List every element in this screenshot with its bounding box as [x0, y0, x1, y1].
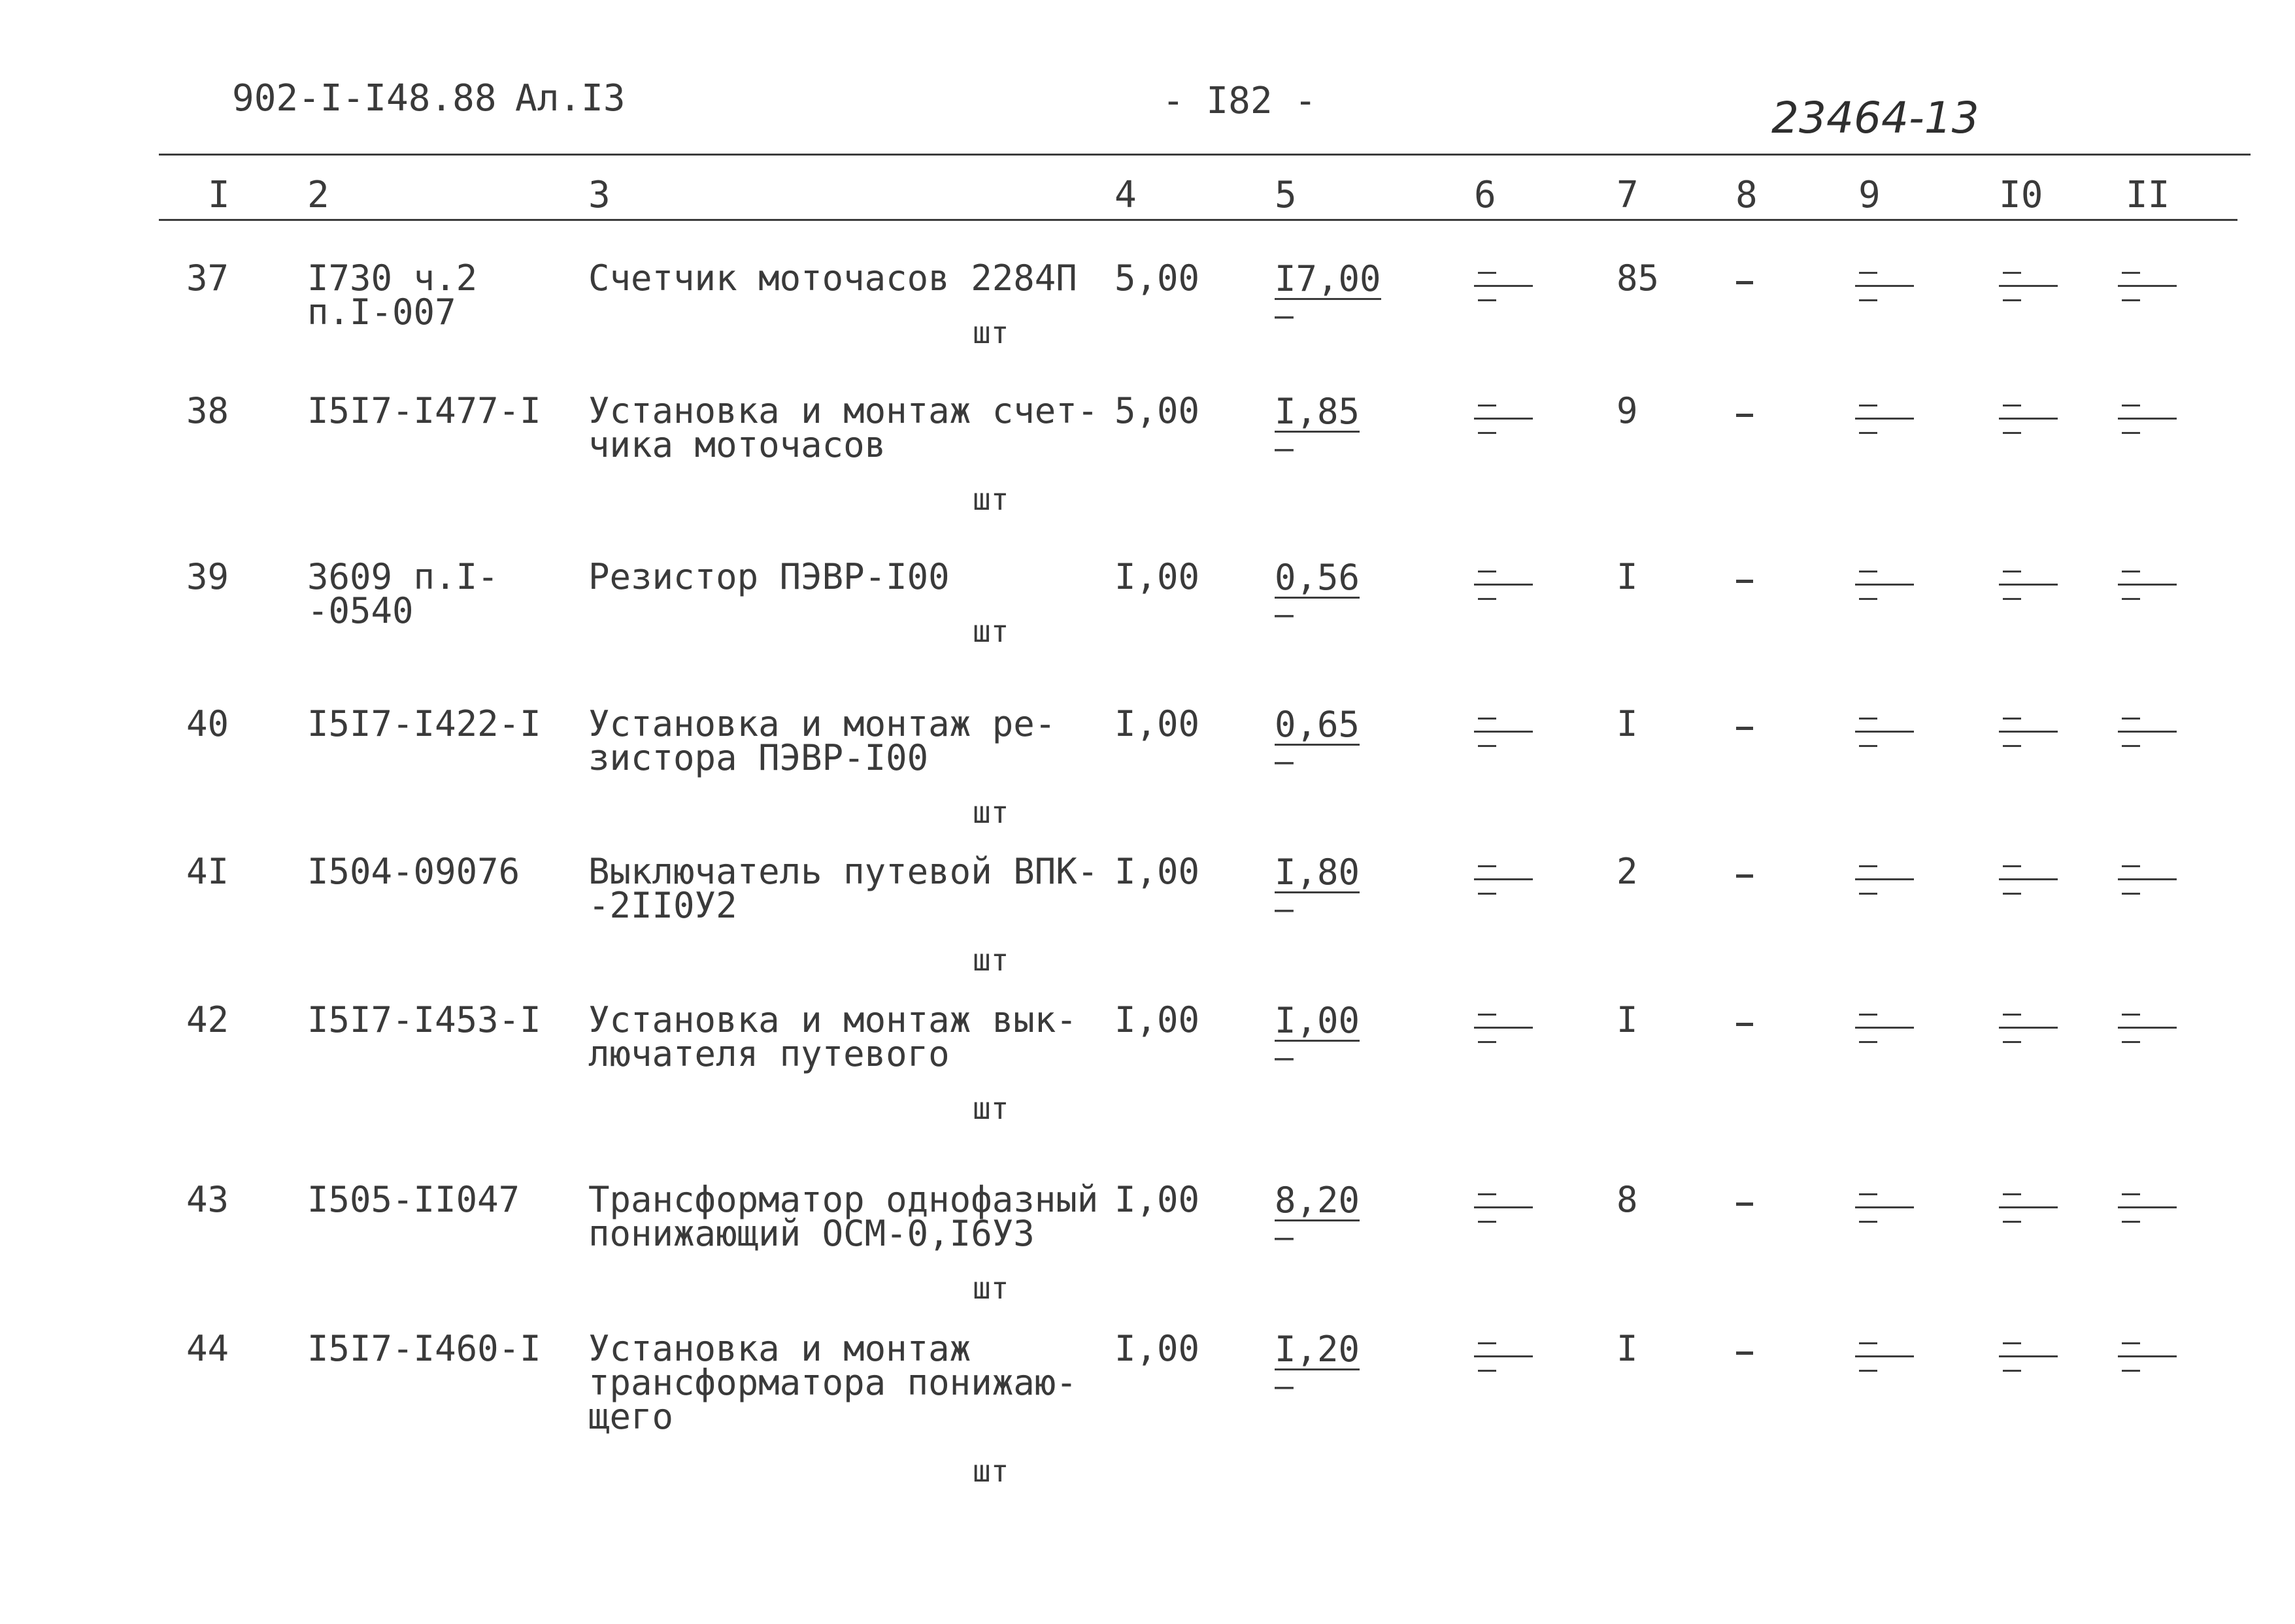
dash-rule [1474, 1206, 1533, 1208]
column-number: 7 [1617, 174, 1639, 216]
dash-bottom [1859, 299, 1877, 301]
dash-bottom [2003, 893, 2021, 895]
row-number: 37 [186, 257, 229, 299]
column-number: 5 [1275, 174, 1297, 216]
col9-dash [1855, 1338, 1914, 1375]
col6-dash [1474, 861, 1533, 898]
col11-dash [2118, 1189, 2177, 1226]
dash-bottom [1478, 1041, 1496, 1043]
dash-bottom [1478, 598, 1496, 600]
item-code: I730 ч.2 п.I-007 [307, 257, 478, 333]
column-number: I [208, 174, 230, 216]
dash-bottom [2003, 745, 2021, 747]
dash-top [2003, 272, 2021, 274]
quantity: 5,00 [1114, 390, 1200, 431]
col8-dash [1736, 874, 1753, 878]
dash-rule [1999, 418, 2058, 420]
dash-top [1478, 1342, 1496, 1344]
col7-value: I [1617, 703, 1638, 744]
dash-top [2122, 272, 2140, 274]
price-bottom: – [1275, 430, 1294, 467]
price-bottom: – [1275, 1368, 1294, 1404]
price-top: 0,65 [1275, 704, 1360, 745]
dash-bottom [1478, 893, 1496, 895]
col9-dash [1855, 1189, 1914, 1226]
unit-label: шт [973, 942, 1009, 978]
col8-dash [1736, 1023, 1753, 1026]
page-number: - I82 - [1162, 80, 1317, 122]
price-value [1275, 557, 1360, 633]
item-name: Трансформатор однофазный понижающий ОСМ-0,I6У3 [588, 1179, 1099, 1254]
row-number: 39 [186, 556, 229, 597]
dash-top [1478, 571, 1496, 572]
dash-top [2003, 1193, 2021, 1195]
item-code: I5I7-I460-I [307, 1328, 541, 1369]
quantity: I,00 [1114, 1328, 1200, 1369]
dash-rule [1855, 418, 1914, 420]
dash-rule [1855, 1355, 1914, 1357]
item-name: Выключатель путевой ВПК- -2II0У2 [588, 851, 1099, 926]
column-number: 4 [1114, 174, 1137, 216]
col7-value: I [1617, 556, 1638, 597]
item-code: I5I7-I477-I [307, 390, 541, 431]
dash-bottom [2003, 1041, 2021, 1043]
dash-bottom [2122, 1041, 2140, 1043]
col10-dash [1999, 1189, 2058, 1226]
dash-top [1859, 718, 1877, 720]
dash-rule [1474, 1355, 1533, 1357]
dash-top [1859, 1342, 1877, 1344]
dash-rule [1855, 584, 1914, 586]
dash-rule [1474, 584, 1533, 586]
quantity: I,00 [1114, 1179, 1200, 1220]
dash-top [2003, 571, 2021, 572]
dash-rule [1999, 878, 2058, 880]
dash-top [1859, 865, 1877, 867]
item-name: Установка и монтаж вык- лючателя путевого [588, 999, 1077, 1074]
col10-dash [1999, 567, 2058, 603]
quantity: I,00 [1114, 556, 1200, 597]
dash-rule [2118, 1355, 2177, 1357]
dash-bottom [2003, 1221, 2021, 1223]
dash-bottom [1478, 1221, 1496, 1223]
col7-value: 2 [1617, 851, 1638, 892]
price-value [1275, 1180, 1360, 1255]
dash-top [1478, 405, 1496, 406]
unit-label: шт [973, 315, 1009, 350]
price-value [1275, 391, 1360, 467]
dash-top [2003, 1342, 2021, 1344]
dash-bottom [1478, 1370, 1496, 1372]
dash-rule [1999, 285, 2058, 287]
dash-bottom [2122, 1221, 2140, 1223]
sheet-label: Ал.I3 [515, 77, 626, 120]
dash-bottom [2003, 598, 2021, 600]
col11-dash [2118, 861, 2177, 898]
price-bottom: – [1275, 297, 1294, 334]
item-code: I505-II047 [307, 1179, 520, 1220]
dash-rule [1855, 878, 1914, 880]
quantity: 5,00 [1114, 257, 1200, 299]
dash-bottom [1859, 893, 1877, 895]
price-top: 8,20 [1275, 1180, 1360, 1221]
price-bottom: – [1275, 891, 1294, 927]
price-top: I,00 [1275, 1000, 1360, 1041]
dash-bottom [1478, 299, 1496, 301]
price-value [1275, 1329, 1360, 1404]
price-value [1275, 258, 1381, 334]
unit-label: шт [973, 1270, 1009, 1306]
price-bottom: – [1275, 596, 1294, 633]
col8-dash [1736, 1202, 1753, 1206]
dash-bottom [2003, 299, 2021, 301]
col10-dash [1999, 401, 2058, 437]
dash-top [1478, 718, 1496, 720]
dash-rule [1474, 731, 1533, 733]
dash-rule [2118, 285, 2177, 287]
col10-dash [1999, 1338, 2058, 1375]
dash-bottom [1859, 598, 1877, 600]
dash-bottom [2122, 893, 2140, 895]
dash-top [1859, 405, 1877, 406]
col8-dash [1736, 281, 1753, 284]
dash-bottom [1478, 745, 1496, 747]
col11-dash [2118, 567, 2177, 603]
price-value [1275, 852, 1360, 927]
col10-dash [1999, 861, 2058, 898]
dash-top [2122, 571, 2140, 572]
dash-bottom [2003, 1370, 2021, 1372]
col7-value: I [1617, 999, 1638, 1040]
column-number: 8 [1735, 174, 1758, 216]
col11-dash [2118, 1338, 2177, 1375]
dash-rule [1999, 1355, 2058, 1357]
dash-top [1859, 1014, 1877, 1016]
row-number: 43 [186, 1179, 229, 1220]
quantity: I,00 [1114, 851, 1200, 892]
col10-dash [1999, 1010, 2058, 1046]
dash-bottom [2122, 432, 2140, 434]
dash-bottom [1859, 1041, 1877, 1043]
dash-top [1478, 272, 1496, 274]
column-number-rule [159, 219, 2237, 221]
item-code: I5I7-I453-I [307, 999, 541, 1040]
col8-dash [1736, 580, 1753, 583]
dash-bottom [2122, 299, 2140, 301]
dash-bottom [1859, 1221, 1877, 1223]
dash-rule [1999, 584, 2058, 586]
row-number: 38 [186, 390, 229, 431]
price-bottom: – [1275, 743, 1294, 780]
item-code: 3609 п.I- -0540 [307, 556, 499, 631]
dash-rule [1855, 285, 1914, 287]
dash-top [1478, 1193, 1496, 1195]
column-number: 2 [307, 174, 329, 216]
dash-bottom [2122, 1370, 2140, 1372]
row-number: 40 [186, 703, 229, 744]
dash-bottom [2122, 745, 2140, 747]
unit-label: шт [973, 795, 1009, 830]
column-number: I0 [1999, 174, 2043, 216]
price-top: I7,00 [1275, 258, 1381, 299]
dash-rule [1855, 731, 1914, 733]
dash-bottom [2122, 598, 2140, 600]
dash-rule [2118, 418, 2177, 420]
col10-dash [1999, 268, 2058, 305]
col11-dash [2118, 1010, 2177, 1046]
col6-dash [1474, 1010, 1533, 1046]
dash-rule [1999, 1027, 2058, 1029]
column-number: II [2126, 174, 2170, 216]
dash-rule [2118, 1206, 2177, 1208]
dash-top [2003, 405, 2021, 406]
dash-top [2122, 1193, 2140, 1195]
col8-dash [1736, 1351, 1753, 1355]
item-name: Установка и монтаж трансформатора понижаю- щего [588, 1328, 1077, 1437]
unit-label: шт [973, 614, 1009, 649]
dash-top [1859, 272, 1877, 274]
dash-rule [1474, 285, 1533, 287]
col7-value: 9 [1617, 390, 1638, 431]
dash-rule [2118, 584, 2177, 586]
column-number: 3 [588, 174, 611, 216]
dash-top [1859, 571, 1877, 572]
item-code: I504-09076 [307, 851, 520, 892]
col9-dash [1855, 567, 1914, 603]
price-top: I,20 [1275, 1329, 1360, 1370]
col9-dash [1855, 1010, 1914, 1046]
dash-bottom [2003, 432, 2021, 434]
dash-top [2122, 405, 2140, 406]
dash-rule [1474, 418, 1533, 420]
dash-top [1859, 1193, 1877, 1195]
dash-top [2003, 718, 2021, 720]
price-bottom: – [1275, 1219, 1294, 1255]
col6-dash [1474, 1189, 1533, 1226]
quantity: I,00 [1114, 999, 1200, 1040]
price-top: I,80 [1275, 852, 1360, 893]
dash-bottom [1859, 1370, 1877, 1372]
dash-top [1478, 1014, 1496, 1016]
dash-rule [1999, 1206, 2058, 1208]
price-value [1275, 1000, 1360, 1076]
row-number: 42 [186, 999, 229, 1040]
price-value [1275, 704, 1360, 780]
col7-value: I [1617, 1328, 1638, 1369]
col10-dash [1999, 714, 2058, 750]
document-code: 902-I-I48.88 [232, 77, 497, 120]
dash-rule [1474, 1027, 1533, 1029]
col6-dash [1474, 567, 1533, 603]
quantity: I,00 [1114, 703, 1200, 744]
dash-rule [1855, 1027, 1914, 1029]
dash-top [2122, 718, 2140, 720]
dash-rule [2118, 1027, 2177, 1029]
price-top: 0,56 [1275, 557, 1360, 598]
dash-top [1478, 865, 1496, 867]
dash-bottom [1859, 432, 1877, 434]
dash-top [2003, 1014, 2021, 1016]
dash-rule [2118, 731, 2177, 733]
col6-dash [1474, 268, 1533, 305]
dash-top [2122, 1014, 2140, 1016]
unit-label: шт [973, 1091, 1009, 1126]
col7-value: 85 [1617, 257, 1660, 299]
col7-value: 8 [1617, 1179, 1638, 1220]
col11-dash [2118, 401, 2177, 437]
dash-bottom [1478, 432, 1496, 434]
col6-dash [1474, 1338, 1533, 1375]
item-code: I5I7-I422-I [307, 703, 541, 744]
row-number: 44 [186, 1328, 229, 1369]
col9-dash [1855, 401, 1914, 437]
dash-rule [1999, 731, 2058, 733]
col6-dash [1474, 714, 1533, 750]
price-top: I,85 [1275, 391, 1360, 432]
dash-rule [1474, 878, 1533, 880]
unit-label: шт [973, 1453, 1009, 1489]
col9-dash [1855, 861, 1914, 898]
dash-top [2122, 865, 2140, 867]
item-name: Счетчик моточасов 2284П [588, 257, 1077, 299]
dash-bottom [1859, 745, 1877, 747]
dash-top [2003, 865, 2021, 867]
unit-label: шт [973, 482, 1009, 517]
item-name: Установка и монтаж счет- чика моточасов [588, 390, 1099, 465]
column-number: 9 [1858, 174, 1881, 216]
dash-top [2122, 1342, 2140, 1344]
col11-dash [2118, 714, 2177, 750]
col8-dash [1736, 727, 1753, 730]
column-number: 6 [1474, 174, 1496, 216]
col9-dash [1855, 714, 1914, 750]
price-bottom: – [1275, 1039, 1294, 1076]
item-name: Резистор ПЭВР-I00 [588, 556, 950, 597]
handwritten-number: 23464-13 [1771, 93, 1979, 143]
header-rule [159, 154, 2251, 156]
row-number: 4I [186, 851, 229, 892]
item-name: Установка и монтаж ре- зистора ПЭВР-I00 [588, 703, 1056, 778]
col11-dash [2118, 268, 2177, 305]
col6-dash [1474, 401, 1533, 437]
dash-rule [1855, 1206, 1914, 1208]
dash-rule [2118, 878, 2177, 880]
col8-dash [1736, 414, 1753, 417]
col9-dash [1855, 268, 1914, 305]
